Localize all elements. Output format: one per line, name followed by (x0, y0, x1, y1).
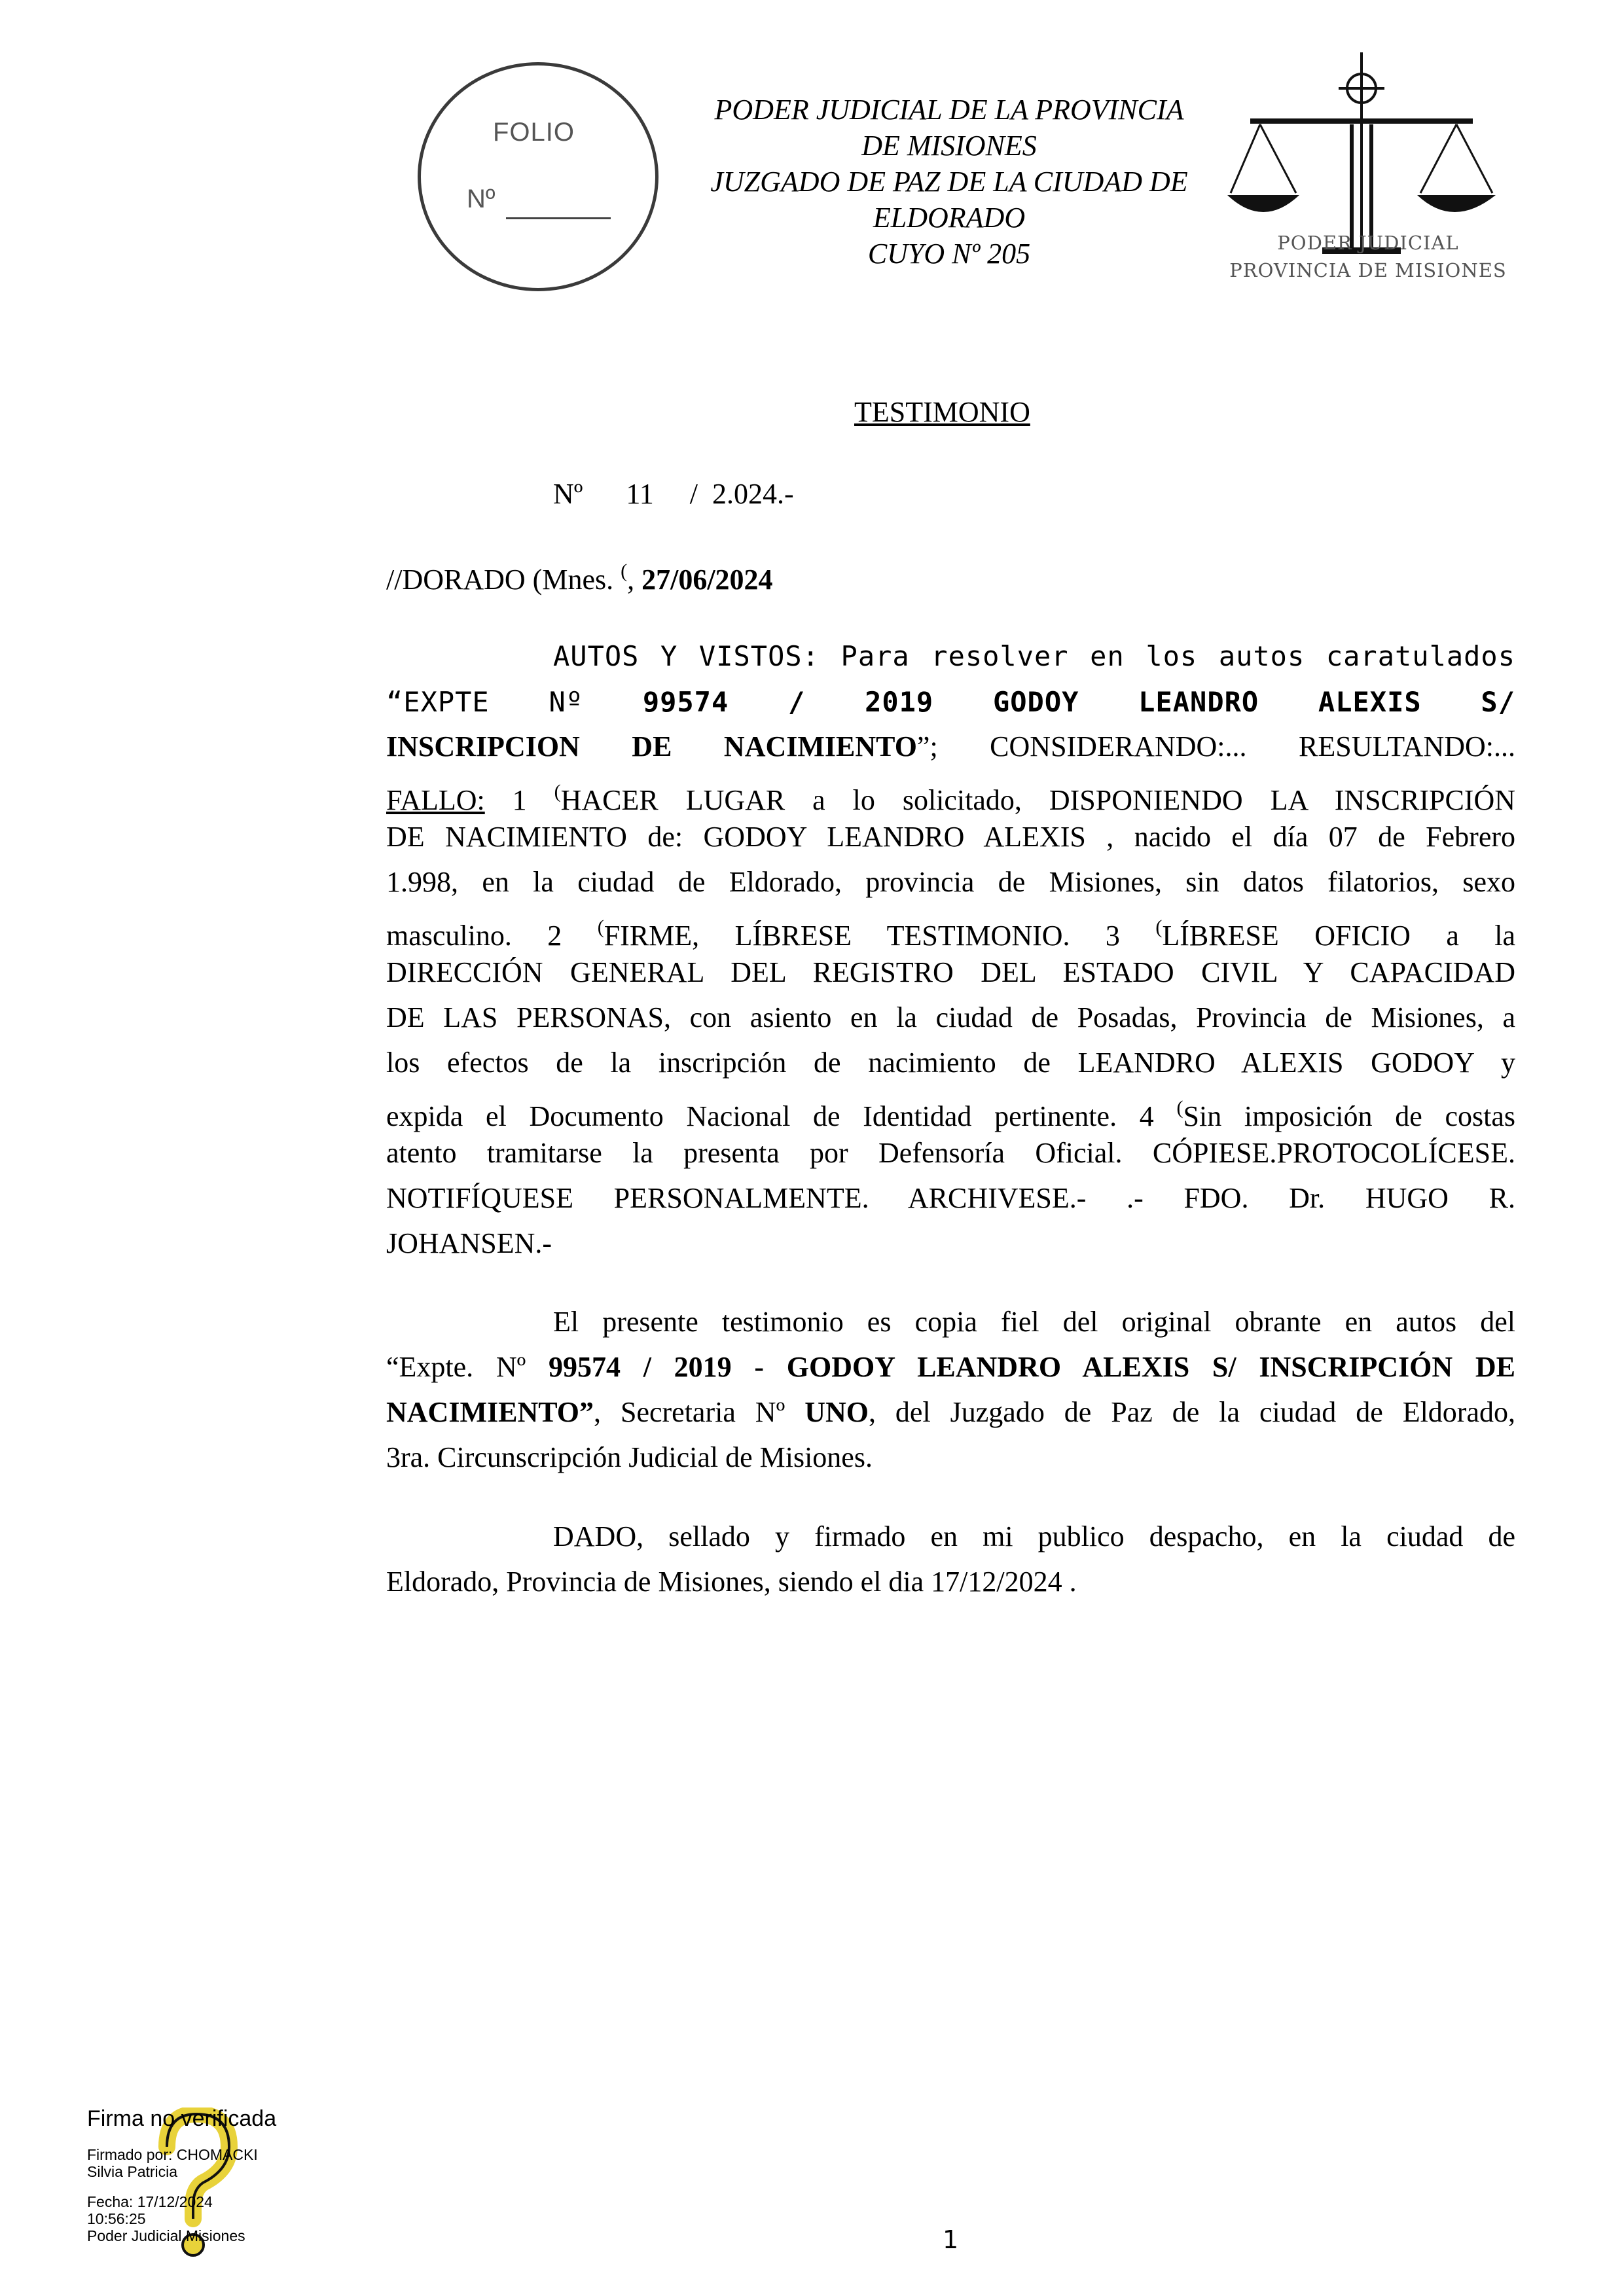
p1-line-12: atento tramitarse la presenta por Defensoría Oficial. CÓPIESE.PROTOCOLÍCESE. (386, 1137, 1515, 1169)
emblem-caption-line-2: PROVINCIA DE MISIONES (1229, 259, 1507, 281)
header-line-1: PODER JUDICIAL DE LA PROVINCIA (714, 94, 1184, 126)
signature-signed-by: Firmado por: CHOMACKI (87, 2146, 258, 2163)
p1-line-11: expida el Documento Nacional de Identidad pertinente. 4 (Sin imposición de costas (386, 1097, 1515, 1132)
court-header (655, 92, 1244, 272)
place-date-prefix: //DORADO (Mnes. (386, 564, 621, 596)
signature-date: Fecha: 17/12/2024 (87, 2193, 213, 2210)
signature-status: Firma no verificada (87, 2106, 277, 2131)
header-line-4: ELDORADO (873, 202, 1026, 234)
emblem-caption (1218, 229, 1519, 284)
document-date: 27/06/2024 (641, 564, 773, 596)
page-number: 1 (943, 2225, 959, 2254)
p1-line-2: “EXPTE Nº 99574 / 2019 GODOY LEANDRO ALEXIS S/ (386, 686, 1515, 718)
folio-number-line (506, 217, 611, 219)
p1-line-6: 1.998, en la ciudad de Eldorado, provincia de Misiones, sin datos filatorios, sexo (386, 866, 1515, 898)
p2-line-3: NACIMIENTO”, Secretaria Nº UNO, del Juzgado de Paz de la ciudad de Eldorado, (386, 1396, 1515, 1428)
folio-stamp (418, 62, 659, 291)
p1-line-14: JOHANSEN.- (386, 1227, 552, 1259)
document-number: Nº 11 / 2.024.- (553, 478, 794, 510)
place-date (386, 548, 773, 602)
p2-line-2: “Expte. Nº 99574 / 2019 - GODOY LEANDRO ALEXIS S/ INSCRIPCIÓN DE (386, 1351, 1515, 1383)
folio-number-label: Nº (467, 185, 496, 213)
p3-line-1: DADO, sellado y firmado en mi publico despacho, en la ciudad de (553, 1520, 1515, 1552)
signature-org: Poder Judicial Misiones (87, 2227, 245, 2244)
p2-line-4: 3ra. Circunscripción Judicial de Misiones. (386, 1441, 873, 1473)
p1-line-3: INSCRIPCION DE NACIMIENTO”; CONSIDERANDO:... RESULTANDO:... (386, 730, 1515, 762)
header-line-5: CUYO Nº 205 (867, 238, 1031, 270)
p1-line-9: DE LAS PERSONAS, con asiento en la ciudad de Posadas, Provincia de Misiones, a (386, 1001, 1515, 1033)
p1-line-5: DE NACIMIENTO de: GODOY LEANDRO ALEXIS , nacido el día 07 de Febrero (386, 821, 1515, 853)
p3-line-2: Eldorado, Provincia de Misiones, siendo el dia 17/12/2024 . (386, 1566, 1077, 1598)
digital-signature-block (87, 2106, 276, 2244)
p1-line-7: masculino. 2 (FIRME, LÍBRESE TESTIMONIO. 3 (LÍBRESE OFICIO a la (386, 916, 1516, 952)
header-line-3: JUZGADO DE PAZ DE LA CIUDAD DE (710, 166, 1188, 198)
header-line-2: DE MISIONES (861, 130, 1037, 162)
place-date-sep: , (627, 564, 642, 596)
signature-time: 10:56:25 (87, 2210, 146, 2227)
p1-line-1: AUTOS Y VISTOS: Para resolver en los autos caratulados (553, 640, 1515, 672)
place-date-mark: ( (621, 560, 628, 582)
p1-line-10: los efectos de la inscripción de nacimiento de LEANDRO ALEXIS GODOY y (386, 1047, 1515, 1079)
p2-line-1: El presente testimonio es copia fiel del original obrante en autos del (553, 1306, 1515, 1338)
folio-label: FOLIO (493, 118, 575, 147)
signature-signer-name: Silvia Patricia (87, 2163, 178, 2180)
p1-line-4: FALLO: 1 (HACER LUGAR a lo solicitado, DISPONIENDO LA INSCRIPCIÓN (386, 781, 1515, 816)
p1-line-8: DIRECCIÓN GENERAL DEL REGISTRO DEL ESTADO CIVIL Y CAPACIDAD (386, 956, 1515, 988)
emblem-caption-line-1: PODER JUDICIAL (1277, 232, 1459, 254)
p1-line-13: NOTIFÍQUESE PERSONALMENTE. ARCHIVESE.- .- FDO. Dr. HUGO R. (386, 1182, 1515, 1214)
document-title: TESTIMONIO (854, 396, 1030, 428)
